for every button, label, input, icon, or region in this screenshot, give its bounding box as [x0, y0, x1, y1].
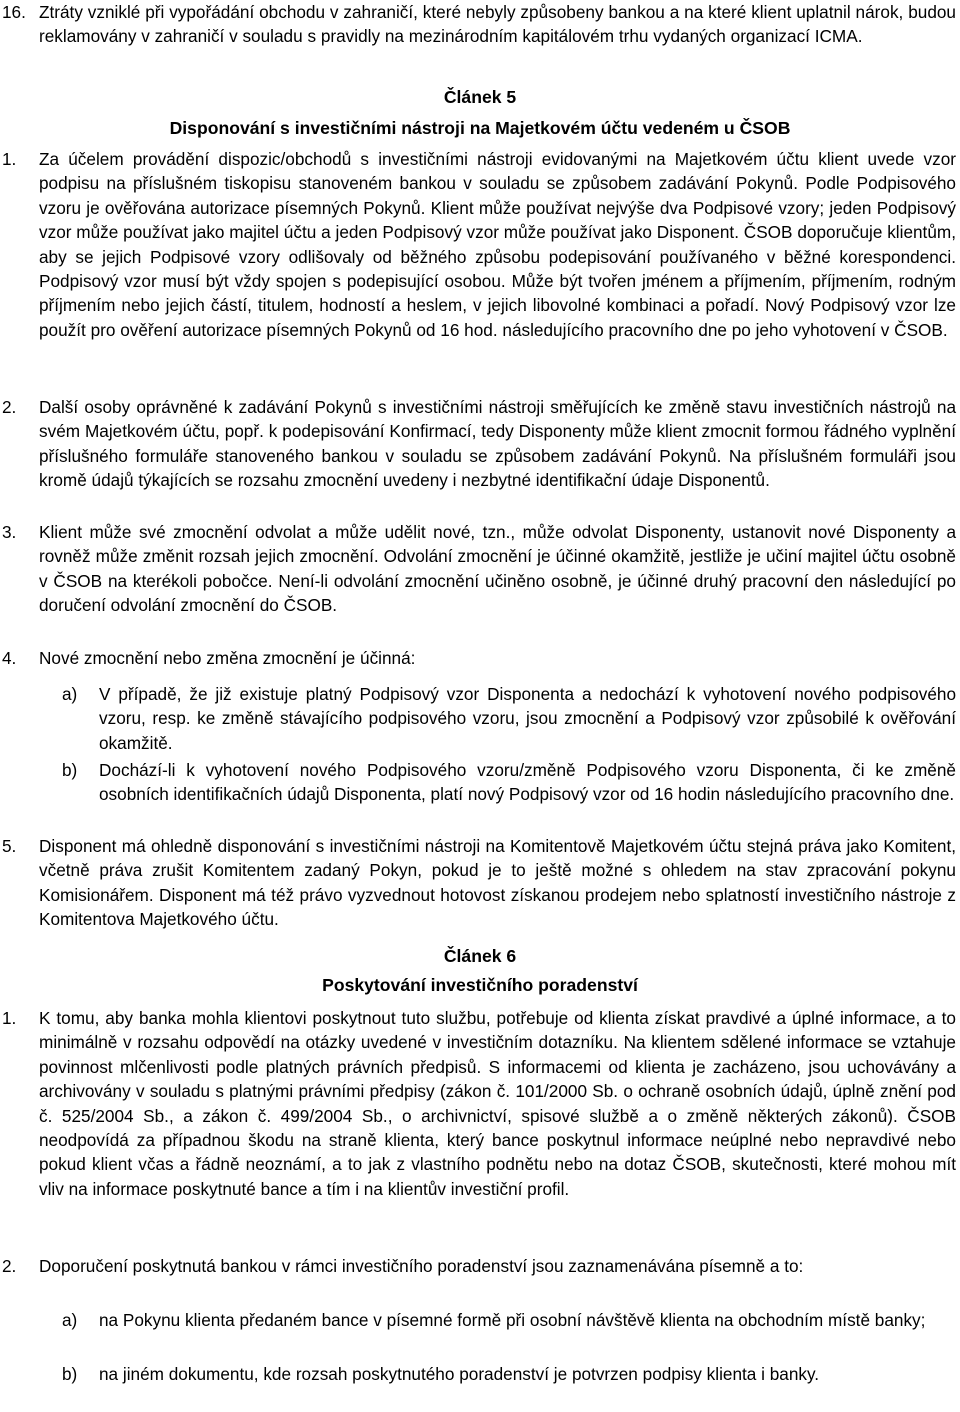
subparagraph-text: Dochází-li k vyhotovení nového Podpisového vzoru/změně Podpisového vzoru Disponenta, či ke změně osobních identifikačních údajů Disponenta, platí nový Podpisový vzor od 16 hodin následujícího pracovního dne.	[99, 760, 956, 805]
paragraph-number: 16.	[2, 2, 26, 22]
paragraph-number: 2.	[2, 397, 17, 417]
article-5-item-3	[0, 520, 956, 618]
article-6-title: Poskytování investičního poradenství	[322, 975, 638, 995]
paragraph-number: 5.	[2, 836, 17, 856]
paragraph-text: Disponent má ohledně disponování s investičními nástroji na Komitentově Majetkovém účtu stejná práva jako Komitent, včetně práva zrušit Komitentem zadaný Pokyn, pokud je to ještě možné s ohledem na stav zpracování pokynu Komisionářem. Disponent má též právo vyzvednout hotovost získanou prodejem nebo splatností investičního nástroje z Komitentova Majetkového účtu.	[39, 836, 956, 930]
subparagraph-text: V případě, že již existuje platný Podpisový vzor Disponenta a nedochází k vyhotovení nového podpisového vzoru, resp. ke změně stávajícího podpisového vzoru, jsou zmocnění a Podpisový vzor způsobilé k ověřování okamžitě.	[99, 684, 956, 753]
article-6-item-1	[0, 1006, 956, 1201]
article-5-item-4	[0, 646, 956, 670]
paragraph-text: Doporučení poskytnutá bankou v rámci investičního poradenství jsou zaznamenávána písemně a to:	[39, 1256, 804, 1276]
paragraph-text: Další osoby oprávněné k zadávání Pokynů s investičními nástroji směřujících ke změně stavu investičních nástrojů na svém Majetkovém účtu, popř. k podepisování Konfirmací, tedy Disponenty může klient zmocnit formou řádného vyplnění příslušného formuláře stanoveného bankou v souladu se způsobem zadávání Pokynů. Na příslušném formuláři jsou kromě údajů týkajících se rozsahu zmocnění uvedeny i nezbytné identifikační údaje Disponentů.	[39, 397, 956, 491]
paragraph-number: 3.	[2, 522, 17, 542]
subparagraph-letter: b)	[62, 1364, 78, 1384]
article-5-item-2	[0, 395, 956, 493]
paragraph-number: 1.	[2, 1008, 17, 1028]
paragraph-text: Nové zmocnění nebo změna zmocnění je účinná:	[39, 648, 416, 668]
subparagraph-text: na jiném dokumentu, kde rozsah poskytnutého poradenství je potvrzen podpisy klienta i banky.	[99, 1364, 820, 1384]
subparagraph-letter: b)	[62, 760, 78, 780]
paragraph-number: 4.	[2, 648, 17, 668]
paragraph-16	[0, 0, 956, 49]
article-5-item-4-sub-a	[62, 682, 956, 755]
paragraph-text: Za účelem provádění dispozic/obchodů s investičními nástroji evidovanými na Majetkovém účtu klient uvede vzor podpisu na příslušném tiskopisu stanoveném bankou v souladu se způsobem zadávání Pokynů. Podle Podpisového vzoru je ověřována autorizace písemných Pokynů. Klient může používat nejvýše dva Podpisové vzory; jeden Podpisový vzor může používat jako majitel účtu a jeden Podpisový vzor může používat jako Disponent. ČSOB doporučuje klientům, aby se jejich Podpisové vzory odlišovaly od běžného způsobu podepisování používaného v běžné korespondenci. Podpisový vzor musí být vždy spojen s podepisující osobou. Může být tvořen jménem a příjmením, příjmením, rodným příjmením nebo jejich částí, titulem, hodností a heslem, v jejich libovolné kombinaci a pořadí. Nový Podpisový vzor lze použít pro ověření autorizace písemných Pokynů od 16 hod. následujícího pracovního dne po jeho vyhotovení v ČSOB.	[39, 149, 956, 340]
article-5-title: Disponování s investičními nástroji na Majetkovém účtu vedeném u ČSOB	[169, 118, 791, 138]
article-6-item-2-sub-a	[62, 1308, 956, 1332]
article-5-item-5	[0, 834, 956, 932]
paragraph-text: Klient může své zmocnění odvolat a může udělit nové, tzn., může odvolat Disponenty, ustanovit nové Disponenty a rovněž může změnit rozsah jejich zmocnění. Odvolání zmocnění je účinné okamžitě, jestliže je učiní majitel účtu osobně v ČSOB na kterékoli pobočce. Není-li odvolání zmocnění učiněno osobně, je účinné druhý pracovní den následující po doručení odvolání zmocnění do ČSOB.	[39, 522, 956, 616]
article-6-item-2-sub-b	[62, 1362, 956, 1386]
article-5-label: Článek 5	[443, 87, 517, 107]
paragraph-text: Ztráty vzniklé při vypořádání obchodu v zahraničí, které nebyly způsobeny bankou a na které klient uplatnil nárok, budou reklamovány v zahraničí v souladu s pravidly na mezinárodním kapitálovém trhu vydaných organizací ICMA.	[39, 2, 956, 47]
article-6-label: Článek 6	[443, 946, 517, 966]
paragraph-number: 2.	[2, 1256, 17, 1276]
paragraph-text: K tomu, aby banka mohla klientovi poskytnout tuto službu, potřebuje od klienta získat pravdivé a úplné informace, a to minimálně v rozsahu odpovědí na otázky uvedené v investičním dotazníku. Na klientem sdělené informace se vztahuje povinnost mlčenlivosti podle platných právních předpisů. S informacemi od klienta je zacházeno, jsou uchovávány a archivovány v souladu s platnými právními předpisy (zákon č. 101/2000 Sb. o ochraně osobních údajů, úplně znění pod č. 525/2004 Sb., a zákon č. 499/2004 Sb., o archivnictví, spisové službě a o změně některých zákonů). ČSOB neodpovídá za případnou škodu na straně klienta, který bance poskytnul informace neúplné nebo nepravdivé nebo pokud klient včas a řádně neoznámí, a to jak z vlastního podnětu nebo na dotaz ČSOB, skutečnosti, které mohou mít vliv na informace poskytnuté bance a tím i na klientův investiční profil.	[39, 1008, 956, 1199]
paragraph-number: 1.	[2, 149, 17, 169]
subparagraph-letter: a)	[62, 1310, 78, 1330]
article-6-item-2	[0, 1254, 956, 1278]
article-5-item-1	[0, 147, 956, 342]
subparagraph-letter: a)	[62, 684, 78, 704]
article-5-item-4-sub-b	[62, 758, 956, 807]
subparagraph-text: na Pokynu klienta předaném bance v písemné formě při osobní návštěvě klienta na obchodním místě banky;	[99, 1310, 926, 1330]
